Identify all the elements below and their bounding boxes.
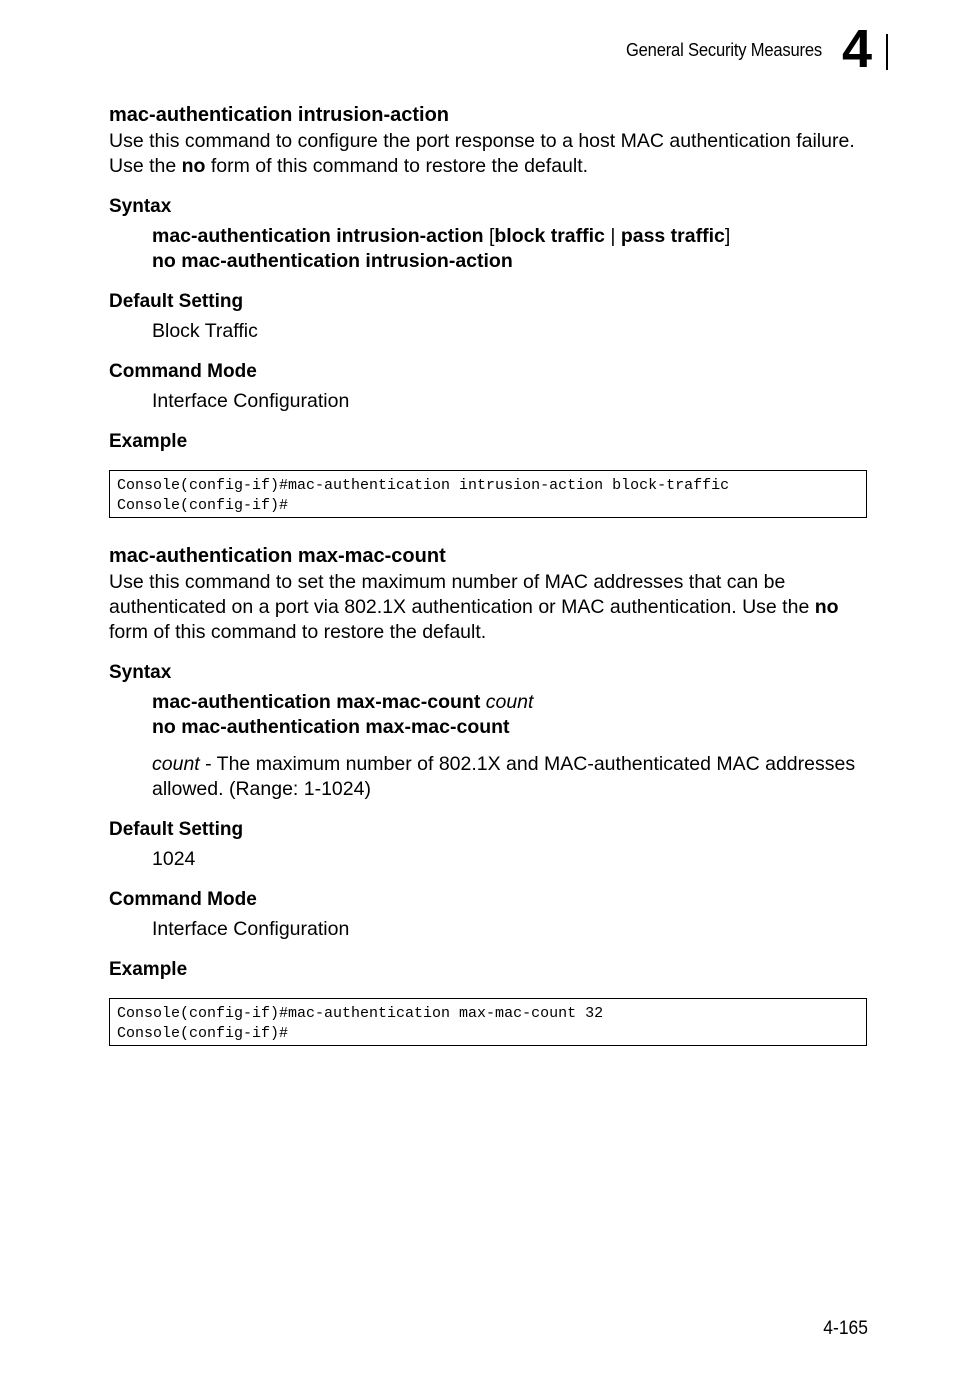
page-number: 4-165 bbox=[823, 1318, 868, 1339]
default-setting-label: Default Setting bbox=[109, 291, 244, 312]
chapter-divider bbox=[886, 34, 888, 70]
syntax-command: mac-authentication intrusion-action bbox=[152, 225, 484, 247]
page-content bbox=[109, 102, 869, 1046]
default-setting-label: Default Setting bbox=[109, 819, 244, 840]
default-setting-value: Block Traffic bbox=[152, 320, 258, 342]
description-text-end: form of this command to restore the default. bbox=[205, 155, 589, 177]
command-title: mac-authentication intrusion-action bbox=[109, 104, 450, 126]
syntax-bracket: ] bbox=[724, 225, 731, 247]
syntax-label: Syntax bbox=[109, 196, 172, 217]
description-text-end: form of this command to restore the default. bbox=[109, 621, 487, 643]
example-code-block bbox=[109, 470, 867, 518]
parameter-description bbox=[152, 752, 869, 802]
syntax-no-form: no mac-authentication max-mac-count bbox=[152, 716, 510, 738]
syntax-block bbox=[152, 690, 869, 740]
command-mode-label: Command Mode bbox=[109, 889, 257, 910]
syntax-option: pass traffic bbox=[620, 225, 725, 247]
syntax-block bbox=[152, 224, 869, 274]
example-code-block bbox=[109, 998, 867, 1046]
example-label: Example bbox=[109, 431, 188, 452]
description-keyword: no bbox=[814, 596, 839, 618]
command-title: mac-authentication max-mac-count bbox=[109, 545, 446, 567]
syntax-option: block traffic bbox=[494, 225, 605, 247]
code-line: Console(config-if)#mac-authentication max-mac-count 32 bbox=[117, 1005, 604, 1022]
command-description bbox=[109, 570, 869, 645]
default-setting-value: 1024 bbox=[152, 848, 196, 870]
command-mode-value: Interface Configuration bbox=[152, 918, 350, 940]
description-text: Use this command to set the maximum number of MAC addresses that can be authenticated on a port via 802.1X authentication or MAC authentication. Use the bbox=[109, 571, 815, 618]
code-line: Console(config-if)# bbox=[117, 497, 289, 514]
running-header-title: General Security Measures bbox=[625, 40, 822, 60]
syntax-label: Syntax bbox=[109, 662, 172, 683]
command-mode-value: Interface Configuration bbox=[152, 390, 350, 412]
code-line: Console(config-if)# bbox=[117, 1025, 289, 1042]
example-label: Example bbox=[109, 959, 188, 980]
description-text: Use this command to configure the port response to a host MAC authentication failure. Use the bbox=[109, 130, 855, 177]
code-line: Console(config-if)#mac-authentication intrusion-action block-traffic bbox=[117, 477, 730, 494]
syntax-separator: | bbox=[604, 225, 621, 247]
command-mode-label: Command Mode bbox=[109, 361, 257, 382]
syntax-line bbox=[152, 690, 869, 715]
parameter-name: count bbox=[152, 753, 200, 775]
parameter-text: - The maximum number of 802.1X and MAC-authenticated MAC addresses allowed. (Range: 1-1024) bbox=[152, 753, 856, 800]
syntax-no-form: no mac-authentication intrusion-action bbox=[152, 250, 513, 272]
syntax-argument: count bbox=[485, 691, 534, 713]
syntax-line bbox=[152, 224, 869, 249]
description-keyword: no bbox=[181, 155, 206, 177]
chapter-number: 4 bbox=[842, 19, 873, 79]
syntax-command: mac-authentication max-mac-count bbox=[152, 691, 481, 713]
syntax-bracket: [ bbox=[483, 225, 495, 247]
command-description bbox=[109, 129, 869, 179]
command-section-max-mac-count bbox=[109, 543, 869, 1046]
command-section-intrusion-action bbox=[109, 102, 869, 518]
